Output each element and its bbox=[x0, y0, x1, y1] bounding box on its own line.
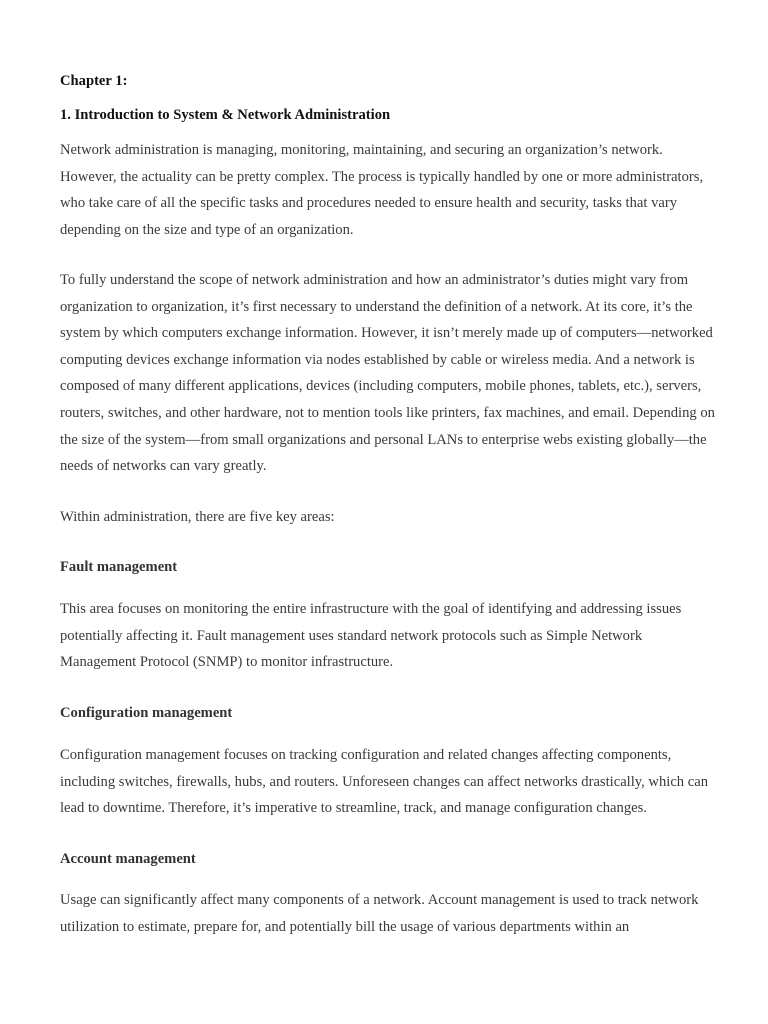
configuration-management-paragraph: Configuration management focuses on tracking configuration and related changes affecting components, including switches, firewalls, hubs, and routers. Unforeseen changes can affect networks drastically, which can lead to downtime. Therefore, it’s imperative to streamline, track, and manage configuration changes. bbox=[60, 747, 708, 817]
fault-management-paragraph: This area focuses on monitoring the entire infrastructure with the goal of identifying and addressing issues potentially affecting it. Fault management uses standard network protocols such as Simple Network Management Protocol (SNMP) to monitor infrastructure. bbox=[60, 601, 682, 671]
fault-management-heading: Fault management bbox=[60, 559, 178, 575]
account-management-heading: Account management bbox=[60, 851, 196, 867]
scope-paragraph: To fully understand the scope of network administration and how an administrator’s duties might vary from organization to organization, it’s first necessary to understand the definition of a network. At its core, it’s the system by which computers exchange information. However, it isn’t merely made up of computers—networked computing devices exchange information via nodes established by cable or wireless media. And a network is composed of many different applications, devices (including computers, mobile phones, tablets, etc.), servers, routers, switches, and other hardware, not to mention tools like printers, fax machines, and email. Depending on the size of the system—from small organizations and personal LANs to enterprise webs existing globally—the needs of networks can vary greatly. bbox=[60, 272, 715, 475]
configuration-management-heading: Configuration management bbox=[60, 705, 233, 721]
intro-paragraph: Network administration is managing, monitoring, maintaining, and securing an organization’s network. However, the actuality can be pretty complex. The process is typically handled by one or more administrators, who take care of all the specific tasks and procedures needed to ensure health and security, tasks that vary depending on the size and type of an organization. bbox=[60, 142, 704, 238]
areas-intro-paragraph: Within administration, there are five key areas: bbox=[60, 509, 335, 525]
section-title: 1. Introduction to System & Network Administration bbox=[60, 107, 391, 123]
chapter-label: Chapter 1: bbox=[60, 73, 128, 89]
account-management-paragraph: Usage can significantly affect many components of a network. Account management is used to track network utilization to estimate, prepare for, and potentially bill the usage of various departments within an bbox=[60, 892, 699, 935]
